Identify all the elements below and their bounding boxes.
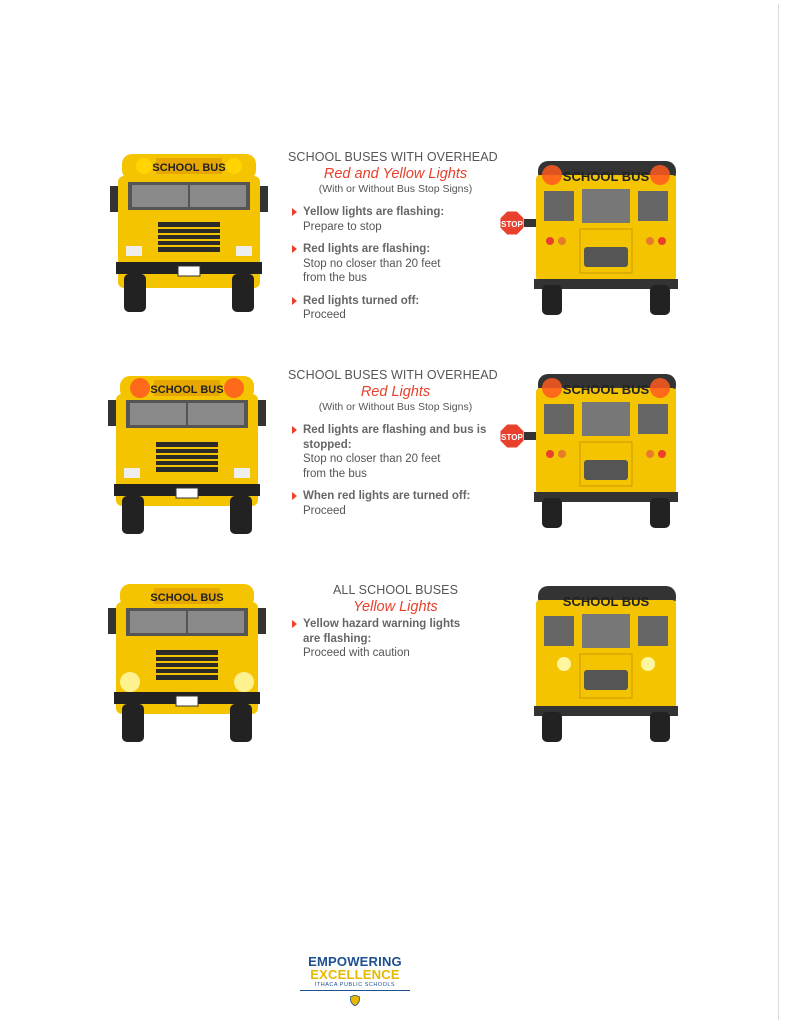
shield-icon xyxy=(350,995,360,1006)
hazard-light-left xyxy=(557,657,571,671)
logo-line-3: ITHACA PUBLIC SCHOOLS xyxy=(314,982,396,988)
rule-condition: Yellow hazard warning lights are flashing: xyxy=(303,618,461,645)
rule-condition: Red lights are flashing and bus is stopped: xyxy=(303,424,487,451)
hazard-light-right xyxy=(234,672,254,692)
bullet-arrow-icon xyxy=(292,245,297,253)
rule-item xyxy=(288,423,503,481)
bullet-arrow-icon xyxy=(292,297,297,305)
rule-item xyxy=(288,617,503,661)
section-heading: SCHOOL BUSES WITH OVERHEAD xyxy=(288,150,498,164)
section-heading: ALL SCHOOL BUSES xyxy=(332,583,459,597)
rule-condition: Yellow lights are flashing: xyxy=(303,206,445,218)
front-light-right xyxy=(226,158,242,174)
rear-light-left xyxy=(542,378,562,398)
rule-action: Proceed xyxy=(303,309,346,321)
rule-item xyxy=(288,489,503,518)
footer-logo xyxy=(300,955,410,1011)
logo-line-2: EXCELLENCE xyxy=(310,967,400,982)
section-heading: SCHOOL BUSES WITH OVERHEAD xyxy=(288,368,498,382)
rule-condition: When red lights are turned off: xyxy=(303,490,471,502)
front-bus-illustration xyxy=(108,150,270,316)
bus-sign-text: SCHOOL BUS xyxy=(150,384,224,396)
front-light-left xyxy=(130,378,150,398)
stop-sign-text: STOP xyxy=(501,433,523,442)
stop-sign-text: STOP xyxy=(501,220,523,229)
bullet-arrow-icon xyxy=(292,208,297,216)
rule-condition: Red lights turned off: xyxy=(303,294,420,307)
front-bus-illustration xyxy=(106,372,268,538)
logo-divider xyxy=(300,990,410,991)
rule-action: Proceed with caution xyxy=(303,647,410,659)
rule-condition: Red lights are flashing: xyxy=(303,243,431,255)
rule-action: Stop no closer than 20 feet from the bus xyxy=(303,257,441,284)
section-subheading: Red and Yellow Lights xyxy=(323,166,468,182)
bullet-arrow-icon xyxy=(292,492,297,500)
bus-sign-text: SCHOOL BUS xyxy=(562,382,650,397)
rear-bus-illustration xyxy=(500,155,682,317)
rule-item xyxy=(288,205,503,234)
rear-bus-illustration xyxy=(500,368,682,530)
section-subheading: Yellow Lights xyxy=(353,599,438,615)
bus-sign-text: SCHOOL BUS xyxy=(152,162,226,174)
rear-light-right xyxy=(650,378,670,398)
page-edge xyxy=(778,4,779,1020)
front-light-right xyxy=(224,378,244,398)
rear-light-left xyxy=(542,165,562,185)
bus-sign-text: SCHOOL BUS xyxy=(562,169,650,184)
bullet-arrow-icon xyxy=(292,620,297,628)
hazard-light-left xyxy=(120,672,140,692)
section-subheading: Red Lights xyxy=(360,384,431,400)
section-note: (With or Without Bus Stop Signs) xyxy=(318,401,473,413)
front-bus-illustration xyxy=(106,580,268,746)
rule-item xyxy=(288,242,503,286)
bus-sign-text: SCHOOL BUS xyxy=(562,594,650,609)
rear-light-right xyxy=(650,165,670,185)
rule-action: Prepare to stop xyxy=(303,220,382,233)
rule-action: Stop no closer than 20 feet from the bus xyxy=(303,453,441,480)
section-note: (With or Without Bus Stop Signs) xyxy=(318,183,473,195)
hazard-light-right xyxy=(641,657,655,671)
rear-bus-illustration xyxy=(500,584,682,746)
bus-sign-text: SCHOOL BUS xyxy=(150,592,224,604)
logo-line-1: EMPOWERING xyxy=(308,954,402,969)
front-light-left xyxy=(136,158,152,174)
rule-action: Proceed xyxy=(303,504,346,517)
bullet-arrow-icon xyxy=(292,426,297,434)
rule-item xyxy=(288,294,503,323)
